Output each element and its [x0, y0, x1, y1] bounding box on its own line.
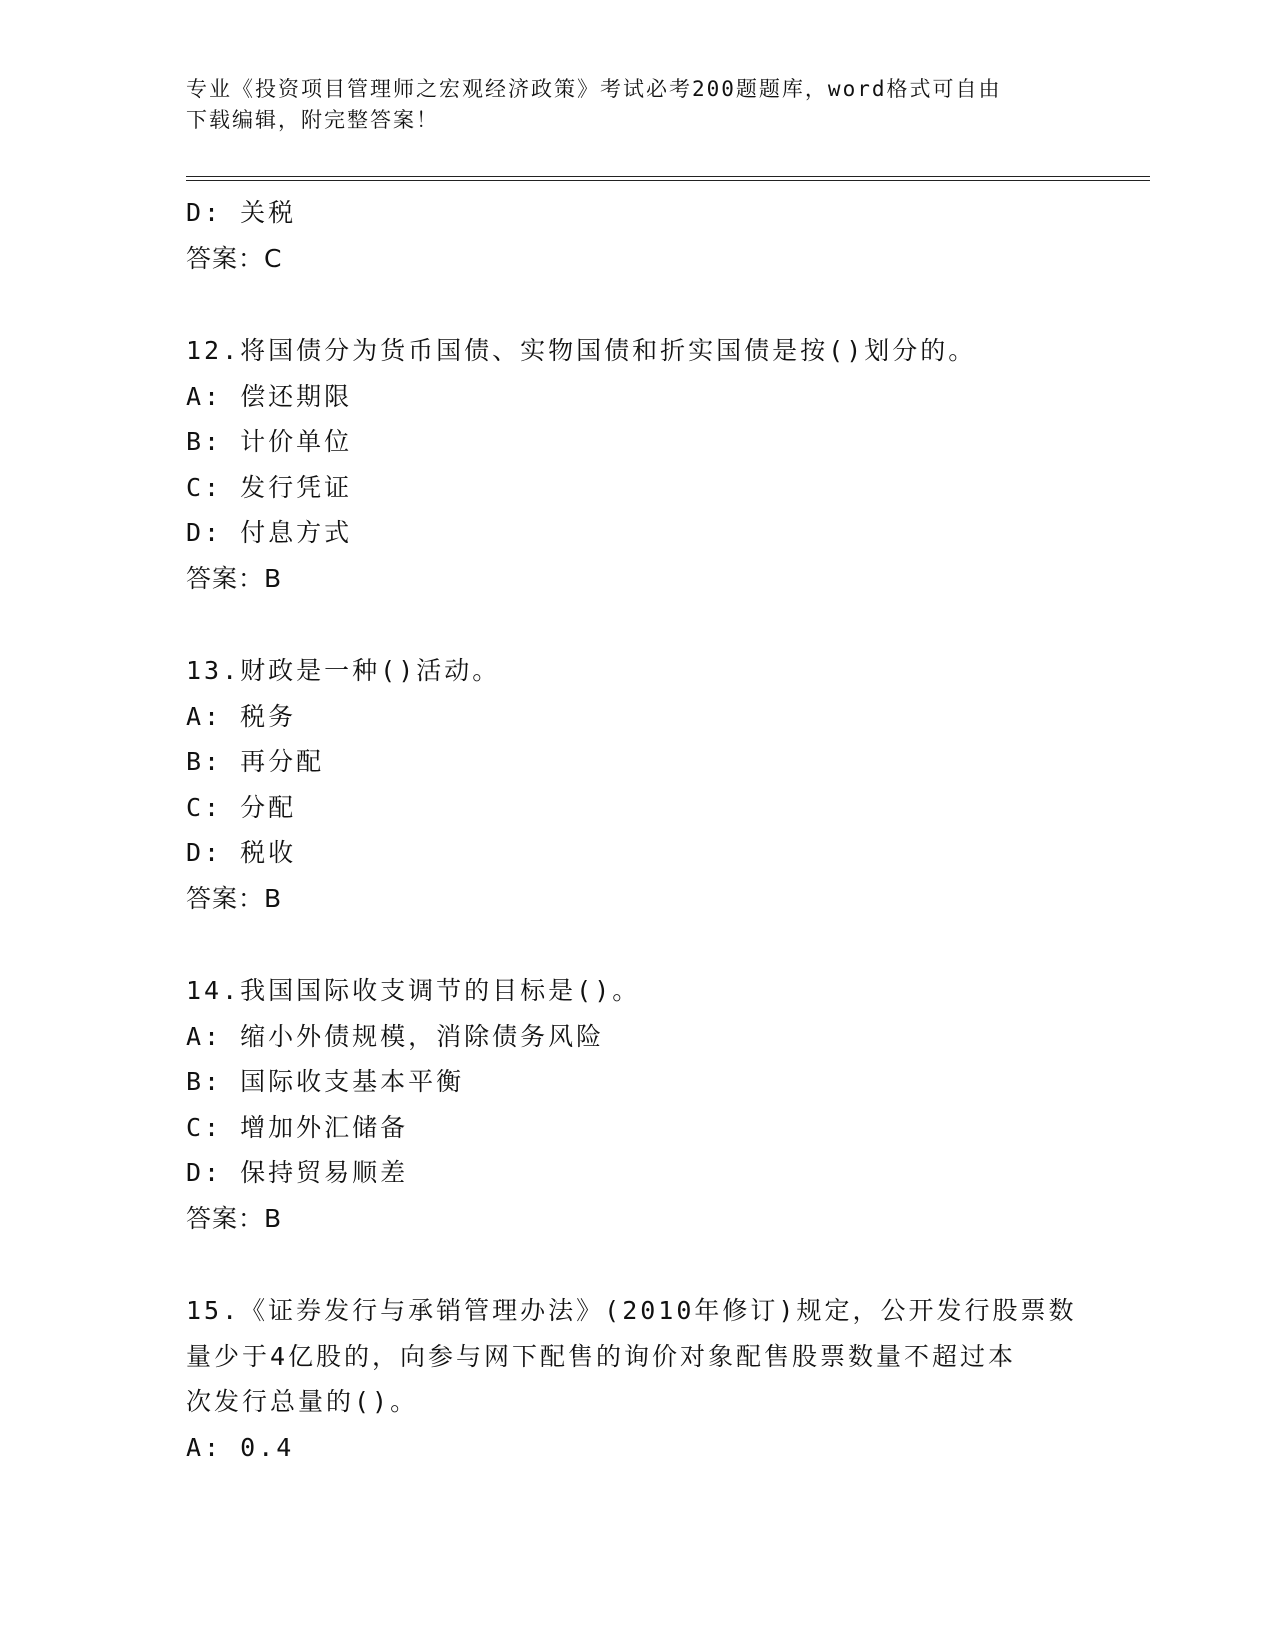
option-a: A: 偿还期限: [186, 381, 353, 411]
question-11-tail: [186, 190, 1086, 281]
option-d: D: 保持贸易顺差: [186, 1158, 409, 1187]
answer: 答案：B: [186, 563, 283, 593]
answer: 答案：B: [186, 883, 283, 913]
answer: 答案：C: [186, 243, 283, 273]
header-divider: [186, 176, 1150, 181]
option-d: D: 税收: [186, 838, 297, 867]
question-12: [186, 328, 1086, 601]
question-15: [186, 1288, 1086, 1470]
question-13: [186, 648, 1086, 921]
option-b: B: 再分配: [186, 747, 325, 776]
question-stem-line-3: 次发行总量的()。: [186, 1387, 419, 1416]
question-stem: 14.我国国际收支调节的目标是()。: [186, 976, 641, 1005]
question-stem-line-1: 15.《证券发行与承销管理办法》(2010年修订)规定，公开发行股票数: [186, 1296, 1077, 1325]
option-b: B: 计价单位: [186, 427, 353, 456]
question-stem: 12.将国债分为货币国债、实物国债和折实国债是按()划分的。: [186, 336, 977, 365]
question-content: [186, 190, 1086, 1470]
option-d: D: 付息方式: [186, 518, 353, 547]
option-b: B: 国际收支基本平衡: [186, 1067, 465, 1096]
option-a: A: 0.4: [186, 1432, 295, 1462]
answer: 答案：B: [186, 1203, 283, 1233]
option-d: D: 关税: [186, 198, 297, 227]
question-14: [186, 968, 1086, 1241]
option-a: A: 缩小外债规模，消除债务风险: [186, 1021, 605, 1051]
option-c: C: 分配: [186, 792, 297, 822]
header-line-1: 专业《投资项目管理师之宏观经济政策》考试必考200题题库，word格式可自由: [186, 77, 1002, 101]
header-line-2: 下载编辑，附完整答案！: [186, 108, 439, 132]
option-a: A: 税务: [186, 701, 297, 731]
option-c: C: 增加外汇储备: [186, 1112, 409, 1142]
page-header: [186, 74, 1086, 136]
option-c: C: 发行凭证: [186, 472, 353, 502]
question-stem-line-2: 量少于4亿股的，向参与网下配售的询价对象配售股票数量不超过本: [186, 1341, 1017, 1371]
question-stem: 13.财政是一种()活动。: [186, 656, 501, 685]
